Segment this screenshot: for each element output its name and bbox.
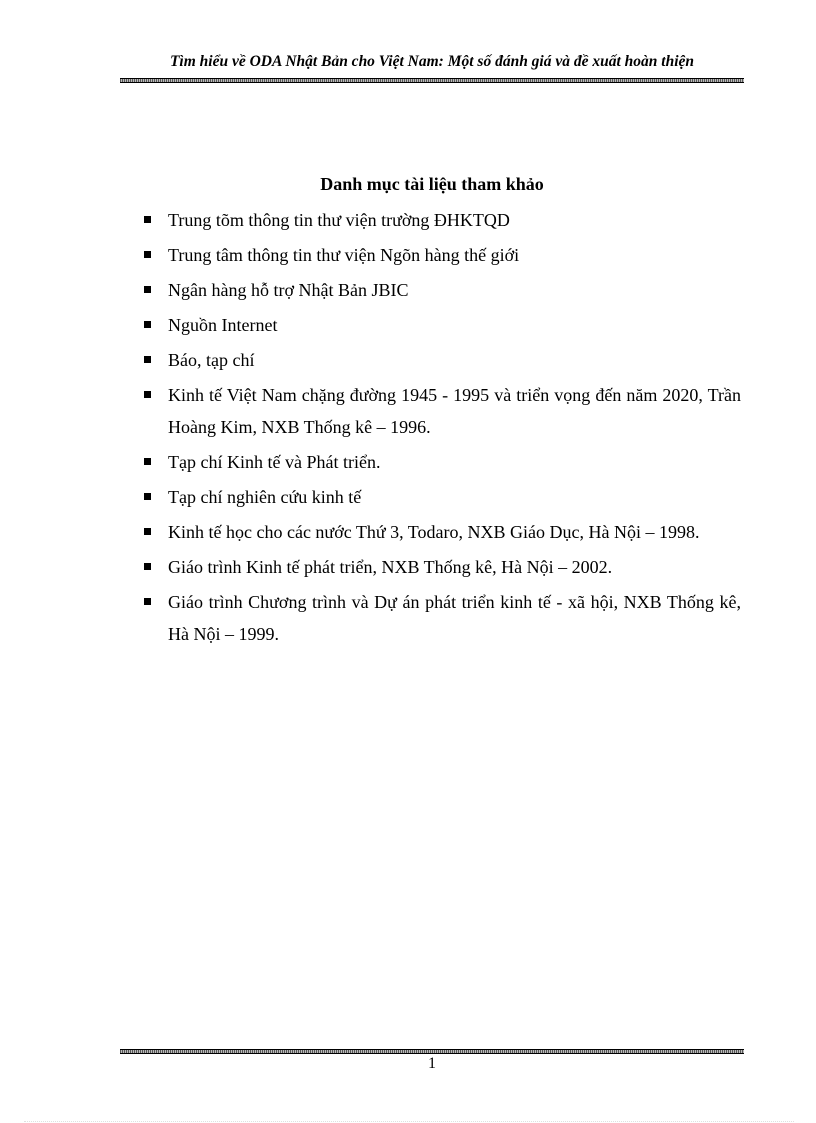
reference-text: Ngân hàng hỗ trợ Nhật Bản JBIC bbox=[168, 280, 409, 300]
reference-text: Giáo trình Chương trình và Dự án phát triển kinh tế - xã hội, NXB Thống kê, Hà Nội – 1999. bbox=[168, 592, 741, 644]
reference-item bbox=[120, 344, 741, 376]
reference-item bbox=[120, 586, 741, 650]
square-bullet-icon bbox=[144, 458, 151, 465]
reference-text: Trung tõm thông tin thư viện trường ĐHKTQD bbox=[168, 210, 510, 230]
reference-item bbox=[120, 379, 741, 443]
reference-item bbox=[120, 516, 741, 548]
reference-item bbox=[120, 309, 741, 341]
page-edge-divider bbox=[24, 1121, 794, 1122]
reference-item bbox=[120, 274, 741, 306]
references-heading: Danh mục tài liệu tham khảo bbox=[320, 174, 544, 194]
header-rule bbox=[120, 78, 744, 83]
reference-text: Kinh tế Việt Nam chặng đường 1945 - 1995 và triển vọng đến năm 2020, Trần Hoàng Kim, NXB Thống kê – 1996. bbox=[168, 385, 741, 437]
reference-text: Báo, tạp chí bbox=[168, 350, 255, 370]
square-bullet-icon bbox=[144, 321, 151, 328]
square-bullet-icon bbox=[144, 391, 151, 398]
square-bullet-icon bbox=[144, 251, 151, 258]
reference-text: Trung tâm thông tin thư viện Ngõn hàng thế giới bbox=[168, 245, 520, 265]
reference-item bbox=[120, 239, 741, 271]
square-bullet-icon bbox=[144, 563, 151, 570]
reference-text: Kinh tế học cho các nước Thứ 3, Todaro, NXB Giáo Dục, Hà Nội – 1998. bbox=[168, 522, 700, 542]
reference-text: Tạp chí Kinh tế và Phát triển. bbox=[168, 452, 381, 472]
reference-item bbox=[120, 551, 741, 583]
running-header-title: Tìm hiểu về ODA Nhật Bản cho Việt Nam: Một số đánh giá và đề xuất hoàn thiện bbox=[169, 53, 695, 70]
square-bullet-icon bbox=[144, 286, 151, 293]
reference-list bbox=[120, 204, 741, 653]
square-bullet-icon bbox=[144, 598, 151, 605]
reference-text: Tạp chí nghiên cứu kinh tế bbox=[168, 487, 362, 507]
reference-item bbox=[120, 204, 741, 236]
square-bullet-icon bbox=[144, 356, 151, 363]
reference-text: Giáo trình Kinh tế phát triển, NXB Thống kê, Hà Nội – 2002. bbox=[168, 557, 613, 577]
square-bullet-icon bbox=[144, 216, 151, 223]
square-bullet-icon bbox=[144, 528, 151, 535]
reference-item bbox=[120, 446, 741, 478]
square-bullet-icon bbox=[144, 493, 151, 500]
page-number: 1 bbox=[428, 1055, 436, 1072]
reference-text: Nguồn Internet bbox=[168, 315, 278, 335]
reference-item bbox=[120, 481, 741, 513]
